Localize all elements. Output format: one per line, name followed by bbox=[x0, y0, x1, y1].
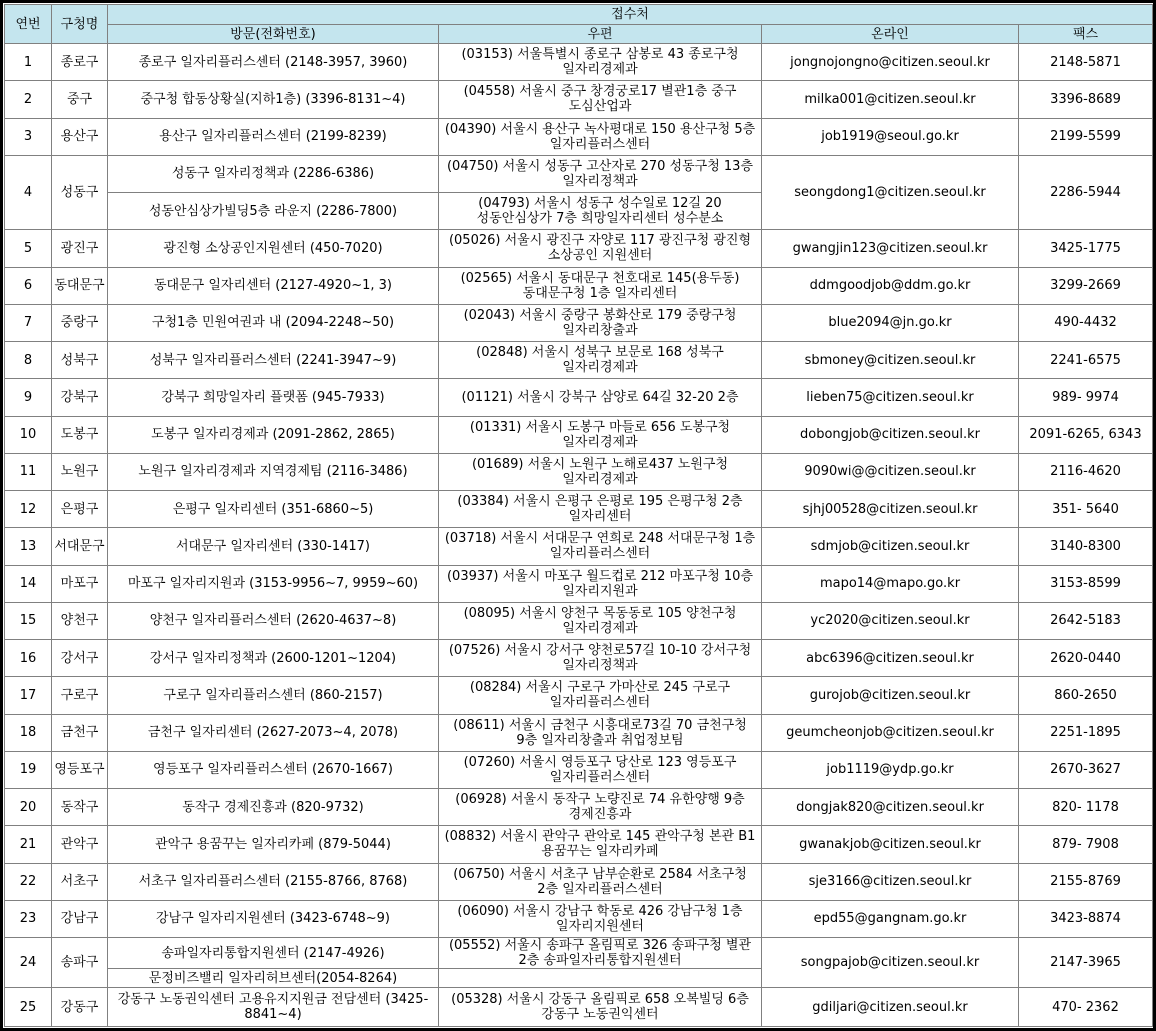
reception-table bbox=[4, 4, 1153, 1027]
mail-address: (03384) 서울시 은평구 은평로 195 은평구청 2층 일자리센터 bbox=[439, 491, 762, 528]
row-number: 21 bbox=[5, 826, 52, 863]
mail-address: (08832) 서울시 관악구 관악로 145 관악구청 본관 B1 용꿈꾸는 일자리카페 bbox=[439, 826, 762, 863]
fax-number: 820- 1178 bbox=[1019, 789, 1153, 826]
header-district: 구청명 bbox=[52, 5, 108, 44]
district-name: 종로구 bbox=[52, 44, 108, 81]
district-name: 강동구 bbox=[52, 988, 108, 1027]
visit-info: 용산구 일자리플러스센터 (2199-8239) bbox=[108, 118, 439, 155]
online-email: mapo14@mapo.go.kr bbox=[762, 565, 1019, 602]
online-email: epd55@gangnam.go.kr bbox=[762, 900, 1019, 937]
mail-address: (04390) 서울시 용산구 녹사평대로 150 용산구청 5층 일자리플러스센터 bbox=[439, 118, 762, 155]
mail-address: (03937) 서울시 마포구 월드컵로 212 마포구청 10층 일자리지원과 bbox=[439, 565, 762, 602]
table-row bbox=[5, 900, 1153, 937]
fax-number: 2091-6265, 6343 bbox=[1019, 416, 1153, 453]
row-number: 4 bbox=[5, 155, 52, 230]
district-name: 중랑구 bbox=[52, 304, 108, 341]
mail-address: (05328) 서울시 강동구 올림픽로 658 오복빌딩 6층 강동구 노동권익센터 bbox=[439, 988, 762, 1027]
header-fax: 팩스 bbox=[1019, 25, 1153, 44]
table-row bbox=[5, 267, 1153, 304]
online-email: job1119@ydp.go.kr bbox=[762, 751, 1019, 788]
table-row bbox=[5, 453, 1153, 490]
fax-number: 2251-1895 bbox=[1019, 714, 1153, 751]
fax-number: 2199-5599 bbox=[1019, 118, 1153, 155]
table-row bbox=[5, 751, 1153, 788]
online-email: gurojob@citizen.seoul.kr bbox=[762, 677, 1019, 714]
fax-number: 2116-4620 bbox=[1019, 453, 1153, 490]
table-row bbox=[5, 528, 1153, 565]
fax-number: 351- 5640 bbox=[1019, 491, 1153, 528]
district-name: 동작구 bbox=[52, 789, 108, 826]
online-email: sbmoney@citizen.seoul.kr bbox=[762, 342, 1019, 379]
mail-address: (08095) 서울시 양천구 목동동로 105 양천구청 일자리경제과 bbox=[439, 602, 762, 639]
district-name: 관악구 bbox=[52, 826, 108, 863]
table-row bbox=[5, 789, 1153, 826]
row-number: 6 bbox=[5, 267, 52, 304]
visit-info: 동작구 경제진흥과 (820-9732) bbox=[108, 789, 439, 826]
row-number: 5 bbox=[5, 230, 52, 267]
online-email: sjhj00528@citizen.seoul.kr bbox=[762, 491, 1019, 528]
fax-number: 3425-1775 bbox=[1019, 230, 1153, 267]
district-name: 광진구 bbox=[52, 230, 108, 267]
online-email: gwanakjob@citizen.seoul.kr bbox=[762, 826, 1019, 863]
district-name: 서대문구 bbox=[52, 528, 108, 565]
district-name: 금천구 bbox=[52, 714, 108, 751]
row-number: 7 bbox=[5, 304, 52, 341]
fax-number: 2286-5944 bbox=[1019, 155, 1153, 230]
mail-address bbox=[439, 969, 762, 988]
fax-number: 2147-3965 bbox=[1019, 938, 1153, 988]
mail-address: (05026) 서울시 광진구 자양로 117 광진구청 광진형 소상공인 지원센터 bbox=[439, 230, 762, 267]
visit-info: 성동안심상가빌딩5층 라운지 (2286-7800) bbox=[108, 193, 439, 230]
fax-number: 2642-5183 bbox=[1019, 602, 1153, 639]
fax-number: 3140-8300 bbox=[1019, 528, 1153, 565]
district-name: 강남구 bbox=[52, 900, 108, 937]
visit-info: 강동구 노동권익센터 고용유지지원금 전담센터 (3425-8841~4) bbox=[108, 988, 439, 1027]
table-row bbox=[5, 230, 1153, 267]
district-name: 중구 bbox=[52, 81, 108, 118]
visit-info: 서초구 일자리플러스센터 (2155-8766, 8768) bbox=[108, 863, 439, 900]
online-email: gwangjin123@citizen.seoul.kr bbox=[762, 230, 1019, 267]
fax-number: 860-2650 bbox=[1019, 677, 1153, 714]
mail-address: (04750) 서울시 성동구 고산자로 270 성동구청 13층 일자리정책과 bbox=[439, 155, 762, 192]
fax-number: 2620-0440 bbox=[1019, 640, 1153, 677]
mail-address: (08611) 서울시 금천구 시흥대로73길 70 금천구청 9층 일자리창출과 취업정보팀 bbox=[439, 714, 762, 751]
fax-number: 879- 7908 bbox=[1019, 826, 1153, 863]
mail-address: (04558) 서울시 중구 창경궁로17 별관1층 중구 도심산업과 bbox=[439, 81, 762, 118]
table-row bbox=[5, 155, 1153, 192]
table-row bbox=[5, 938, 1153, 969]
district-name: 강북구 bbox=[52, 379, 108, 416]
table-row bbox=[5, 81, 1153, 118]
visit-info: 중구청 합동상황실(지하1층) (3396-8131~4) bbox=[108, 81, 439, 118]
online-email: lieben75@citizen.seoul.kr bbox=[762, 379, 1019, 416]
fax-number: 3423-8874 bbox=[1019, 900, 1153, 937]
table-row bbox=[5, 44, 1153, 81]
visit-info: 양천구 일자리플러스센터 (2620-4637~8) bbox=[108, 602, 439, 639]
online-email: sje3166@citizen.seoul.kr bbox=[762, 863, 1019, 900]
table-row bbox=[5, 379, 1153, 416]
header-reception: 접수처 bbox=[108, 5, 1153, 25]
visit-info: 구청1층 민원여권과 내 (2094-2248~50) bbox=[108, 304, 439, 341]
district-name: 성북구 bbox=[52, 342, 108, 379]
mail-address: (01121) 서울시 강북구 삼양로 64길 32-20 2층 bbox=[439, 379, 762, 416]
district-name: 용산구 bbox=[52, 118, 108, 155]
fax-number: 3396-8689 bbox=[1019, 81, 1153, 118]
district-name: 구로구 bbox=[52, 677, 108, 714]
row-number: 14 bbox=[5, 565, 52, 602]
row-number: 2 bbox=[5, 81, 52, 118]
district-name: 양천구 bbox=[52, 602, 108, 639]
fax-number: 2670-3627 bbox=[1019, 751, 1153, 788]
table-row bbox=[5, 988, 1153, 1027]
row-number: 10 bbox=[5, 416, 52, 453]
header-online: 온라인 bbox=[762, 25, 1019, 44]
district-name: 은평구 bbox=[52, 491, 108, 528]
visit-info: 강북구 희망일자리 플랫폼 (945-7933) bbox=[108, 379, 439, 416]
table-row bbox=[5, 118, 1153, 155]
online-email: jongnojongno@citizen.seoul.kr bbox=[762, 44, 1019, 81]
table-row bbox=[5, 602, 1153, 639]
visit-info: 동대문구 일자리센터 (2127-4920~1, 3) bbox=[108, 267, 439, 304]
visit-info: 금천구 일자리센터 (2627-2073~4, 2078) bbox=[108, 714, 439, 751]
mail-address: (07526) 서울시 강서구 양천로57길 10-10 강서구청 일자리정책과 bbox=[439, 640, 762, 677]
mail-address: (02848) 서울시 성북구 보문로 168 성북구 일자리경제과 bbox=[439, 342, 762, 379]
online-email: milka001@citizen.seoul.kr bbox=[762, 81, 1019, 118]
table-row bbox=[5, 416, 1153, 453]
online-email: geumcheonjob@citizen.seoul.kr bbox=[762, 714, 1019, 751]
visit-info: 은평구 일자리센터 (351-6860~5) bbox=[108, 491, 439, 528]
visit-info: 구로구 일자리플러스센터 (860-2157) bbox=[108, 677, 439, 714]
table-row bbox=[5, 565, 1153, 602]
online-email: songpajob@citizen.seoul.kr bbox=[762, 938, 1019, 988]
district-name: 송파구 bbox=[52, 938, 108, 988]
visit-info: 영등포구 일자리플러스센터 (2670-1667) bbox=[108, 751, 439, 788]
district-name: 서초구 bbox=[52, 863, 108, 900]
header-mail: 우편 bbox=[439, 25, 762, 44]
mail-address: (06090) 서울시 강남구 학동로 426 강남구청 1층 일자리지원센터 bbox=[439, 900, 762, 937]
table-body bbox=[5, 44, 1153, 1027]
visit-info: 강서구 일자리정책과 (2600-1201~1204) bbox=[108, 640, 439, 677]
table-row bbox=[5, 863, 1153, 900]
online-email: blue2094@jn.go.kr bbox=[762, 304, 1019, 341]
row-number: 15 bbox=[5, 602, 52, 639]
row-number: 22 bbox=[5, 863, 52, 900]
online-email: abc6396@citizen.seoul.kr bbox=[762, 640, 1019, 677]
row-number: 25 bbox=[5, 988, 52, 1027]
row-number: 3 bbox=[5, 118, 52, 155]
fax-number: 989- 9974 bbox=[1019, 379, 1153, 416]
visit-info: 서대문구 일자리센터 (330-1417) bbox=[108, 528, 439, 565]
row-number: 16 bbox=[5, 640, 52, 677]
district-name: 영등포구 bbox=[52, 751, 108, 788]
visit-info: 송파일자리통합지원센터 (2147-4926) bbox=[108, 938, 439, 969]
mail-address: (02565) 서울시 동대문구 천호대로 145(용두동) 동대문구청 1층 일자리센터 bbox=[439, 267, 762, 304]
visit-info: 광진형 소상공인지원센터 (450-7020) bbox=[108, 230, 439, 267]
mail-address: (01689) 서울시 노원구 노해로437 노원구청 일자리경제과 bbox=[439, 453, 762, 490]
mail-address: (02043) 서울시 중랑구 봉화산로 179 중랑구청 일자리창출과 bbox=[439, 304, 762, 341]
mail-address: (04793) 서울시 성동구 성수일로 12길 20 성동안심상가 7층 희망일자리센터 성수분소 bbox=[439, 193, 762, 230]
row-number: 11 bbox=[5, 453, 52, 490]
header-no: 연번 bbox=[5, 5, 52, 44]
row-number: 12 bbox=[5, 491, 52, 528]
mail-address: (01331) 서울시 도봉구 마들로 656 도봉구청 일자리경제과 bbox=[439, 416, 762, 453]
row-number: 19 bbox=[5, 751, 52, 788]
district-name: 동대문구 bbox=[52, 267, 108, 304]
mail-address: (03718) 서울시 서대문구 연희로 248 서대문구청 1층 일자리플러스센터 bbox=[439, 528, 762, 565]
row-number: 24 bbox=[5, 938, 52, 988]
row-number: 8 bbox=[5, 342, 52, 379]
online-email: job1919@seoul.go.kr bbox=[762, 118, 1019, 155]
row-number: 23 bbox=[5, 900, 52, 937]
mail-address: (06928) 서울시 동작구 노량진로 74 유한양행 9층 경제진흥과 bbox=[439, 789, 762, 826]
row-number: 20 bbox=[5, 789, 52, 826]
mail-address: (06750) 서울시 서초구 남부순환로 2584 서초구청 2층 일자리플러스센터 bbox=[439, 863, 762, 900]
fax-number: 3299-2669 bbox=[1019, 267, 1153, 304]
table-row bbox=[5, 640, 1153, 677]
visit-info: 마포구 일자리지원과 (3153-9956~7, 9959~60) bbox=[108, 565, 439, 602]
district-name: 도봉구 bbox=[52, 416, 108, 453]
fax-number: 2155-8769 bbox=[1019, 863, 1153, 900]
visit-info: 성북구 일자리플러스센터 (2241-3947~9) bbox=[108, 342, 439, 379]
table-row bbox=[5, 304, 1153, 341]
row-number: 1 bbox=[5, 44, 52, 81]
mail-address: (07260) 서울시 영등포구 당산로 123 영등포구 일자리플러스센터 bbox=[439, 751, 762, 788]
online-email: seongdong1@citizen.seoul.kr bbox=[762, 155, 1019, 230]
header-visit: 방문(전화번호) bbox=[108, 25, 439, 44]
online-email: dobongjob@citizen.seoul.kr bbox=[762, 416, 1019, 453]
mail-address: (03153) 서울특별시 종로구 삼봉로 43 종로구청 일자리경제과 bbox=[439, 44, 762, 81]
district-name: 성동구 bbox=[52, 155, 108, 230]
table-row bbox=[5, 714, 1153, 751]
online-email: yc2020@citizen.seoul.kr bbox=[762, 602, 1019, 639]
table-row bbox=[5, 342, 1153, 379]
row-number: 18 bbox=[5, 714, 52, 751]
row-number: 17 bbox=[5, 677, 52, 714]
visit-info: 관악구 용꿈꾸는 일자리카페 (879-5044) bbox=[108, 826, 439, 863]
district-name: 마포구 bbox=[52, 565, 108, 602]
visit-info: 종로구 일자리플러스센터 (2148-3957, 3960) bbox=[108, 44, 439, 81]
fax-number: 2241-6575 bbox=[1019, 342, 1153, 379]
online-email: ddmgoodjob@ddm.go.kr bbox=[762, 267, 1019, 304]
mail-address: (05552) 서울시 송파구 올림픽로 326 송파구청 별관 2층 송파일자리통합지원센터 bbox=[439, 938, 762, 969]
visit-info: 도봉구 일자리경제과 (2091-2862, 2865) bbox=[108, 416, 439, 453]
visit-info: 노원구 일자리경제과 지역경제팀 (2116-3486) bbox=[108, 453, 439, 490]
fax-number: 470- 2362 bbox=[1019, 988, 1153, 1027]
table-row bbox=[5, 491, 1153, 528]
row-number: 9 bbox=[5, 379, 52, 416]
online-email: sdmjob@citizen.seoul.kr bbox=[762, 528, 1019, 565]
fax-number: 3153-8599 bbox=[1019, 565, 1153, 602]
online-email: 9090wi@@citizen.seoul.kr bbox=[762, 453, 1019, 490]
online-email: dongjak820@citizen.seoul.kr bbox=[762, 789, 1019, 826]
district-name: 강서구 bbox=[52, 640, 108, 677]
fax-number: 490-4432 bbox=[1019, 304, 1153, 341]
visit-info: 강남구 일자리지원센터 (3423-6748~9) bbox=[108, 900, 439, 937]
district-name: 노원구 bbox=[52, 453, 108, 490]
mail-address: (08284) 서울시 구로구 가마산로 245 구로구 일자리플러스센터 bbox=[439, 677, 762, 714]
row-number: 13 bbox=[5, 528, 52, 565]
fax-number: 2148-5871 bbox=[1019, 44, 1153, 81]
table-row bbox=[5, 677, 1153, 714]
table-row bbox=[5, 826, 1153, 863]
visit-info: 문정비즈밸리 일자리허브센터(2054-8264) bbox=[108, 969, 439, 988]
online-email: gdiljari@citizen.seoul.kr bbox=[762, 988, 1019, 1027]
visit-info: 성동구 일자리정책과 (2286-6386) bbox=[108, 155, 439, 192]
